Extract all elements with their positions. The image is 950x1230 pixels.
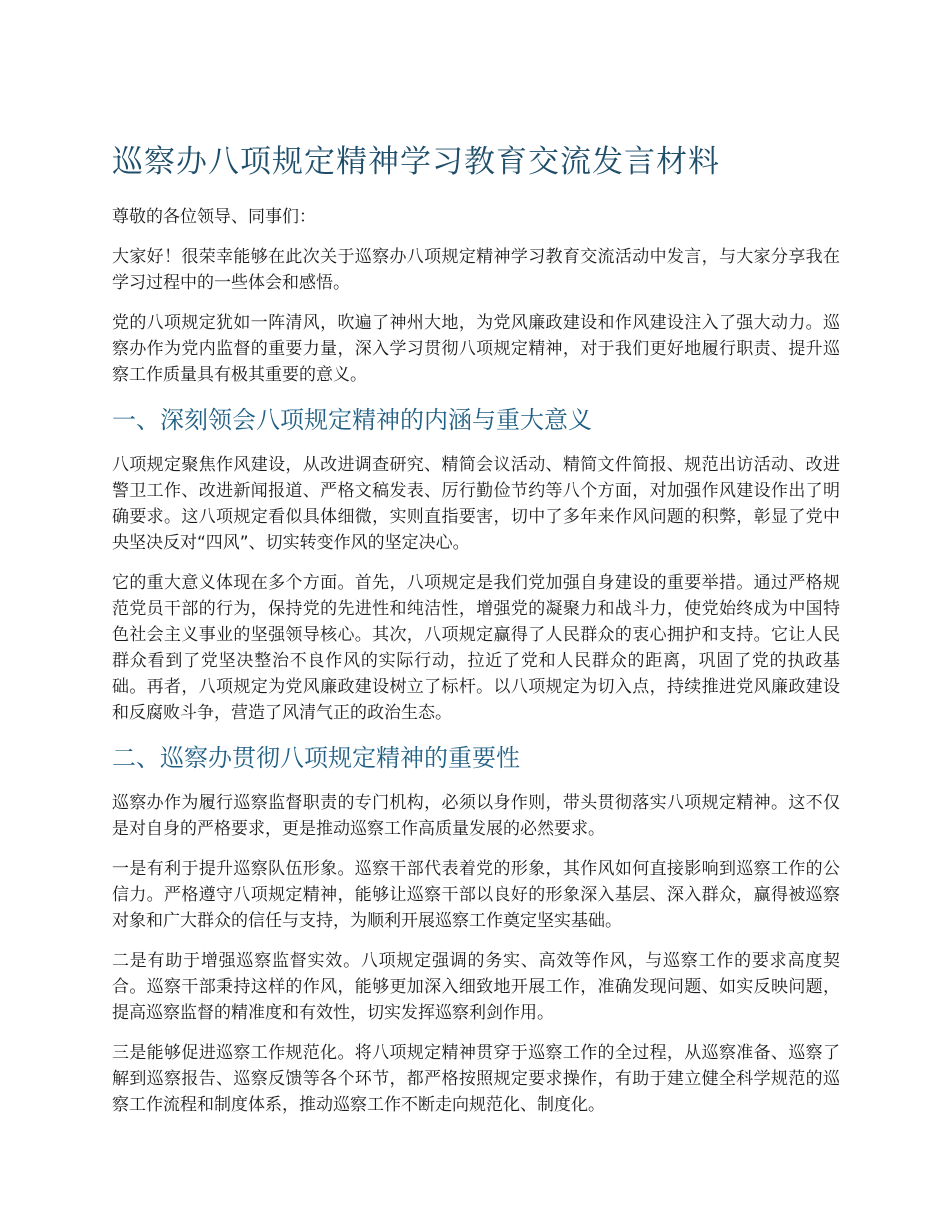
greeting: 尊敬的各位领导、同事们： — [112, 207, 316, 227]
section-2-paragraph-2: 一是有利于提升巡察队伍形象。巡察干部代表着党的形象，其作风如何直接影响到巡察工作的公信力。严格遵守八项规定精神，能够让巡察干部以良好的形象深入基层、深入群众，赢得被巡察对象和广大群众的信任与支持，为顺利开展巡察工作奠定坚实基础。 — [112, 859, 840, 931]
section-1-paragraph-1: 八项规定聚焦作风建设，从改进调查研究、精简会议活动、精简文件简报、规范出访活动、改进警卫工作、改进新闻报道、严格文稿发表、厉行勤俭节约等八个方面，对加强作风建设作出了明确要求。这八项规定看似具体细微，实则直指要害，切中了多年来作风问题的积弊，彰显了党中央坚决反对“四风”、切实转变作风的坚定决心。 — [112, 455, 840, 553]
section-2-paragraph-4: 三是能够促进巡察工作规范化。将八项规定精神贯穿于巡察工作的全过程，从巡察准备、巡察了解到巡察报告、巡察反馈等各个环节，都严格按照规定要求操作，有助于建立健全科学规范的巡察工作流程和制度体系，推动巡察工作不断走向规范化、制度化。 — [112, 1043, 840, 1115]
section-2-paragraph-3: 二是有助于增强巡察监督实效。八项规定强调的务实、高效等作风，与巡察工作的要求高度契合。巡察干部秉持这样的作风，能够更加深入细致地开展工作，准确发现问题、如实反映问题，提高巡察监督的精准度和有效性，切实发挥巡察利剑作用。 — [112, 951, 840, 1023]
section-2-paragraph-1: 巡察办作为履行巡察监督职责的专门机构，必须以身作则，带头贯彻落实八项规定精神。这不仅是对自身的严格要求，更是推动巡察工作高质量发展的必然要求。 — [112, 793, 840, 839]
intro-paragraph-1: 大家好！很荣幸能够在此次关于巡察办八项规定精神学习教育交流活动中发言，与大家分享我在学习过程中的一些体会和感悟。 — [112, 247, 840, 293]
section-2-heading: 二、巡察办贯彻八项规定精神的重要性 — [112, 744, 520, 772]
intro-paragraph-2: 党的八项规定犹如一阵清风，吹遍了神州大地，为党风廉政建设和作风建设注入了强大动力。巡察办作为党内监督的重要力量，深入学习贯彻八项规定精神，对于我们更好地履行职责、提升巡察工作质量具有极其重要的意义。 — [112, 313, 840, 385]
section-1-heading: 一、深刻领会八项规定精神的内涵与重大意义 — [112, 406, 592, 434]
section-1-paragraph-2: 它的重大意义体现在多个方面。首先，八项规定是我们党加强自身建设的重要举措。通过严格规范党员干部的行为，保持党的先进性和纯洁性，增强党的凝聚力和战斗力，使党始终成为中国特色社会主义事业的坚强领导核心。其次，八项规定赢得了人民群众的衷心拥护和支持。它让人民群众看到了党坚决整治不良作风的实际行动，拉近了党和人民群众的距离，巩固了党的执政基础。再者，八项规定为党风廉政建设树立了标杆。以八项规定为切入点，持续推进党风廉政建设和反腐败斗争，营造了风清气正的政治生态。 — [112, 573, 840, 723]
document-title: 巡察办八项规定精神学习教育交流发言材料 — [112, 144, 720, 180]
document-page — [112, 138, 840, 1132]
